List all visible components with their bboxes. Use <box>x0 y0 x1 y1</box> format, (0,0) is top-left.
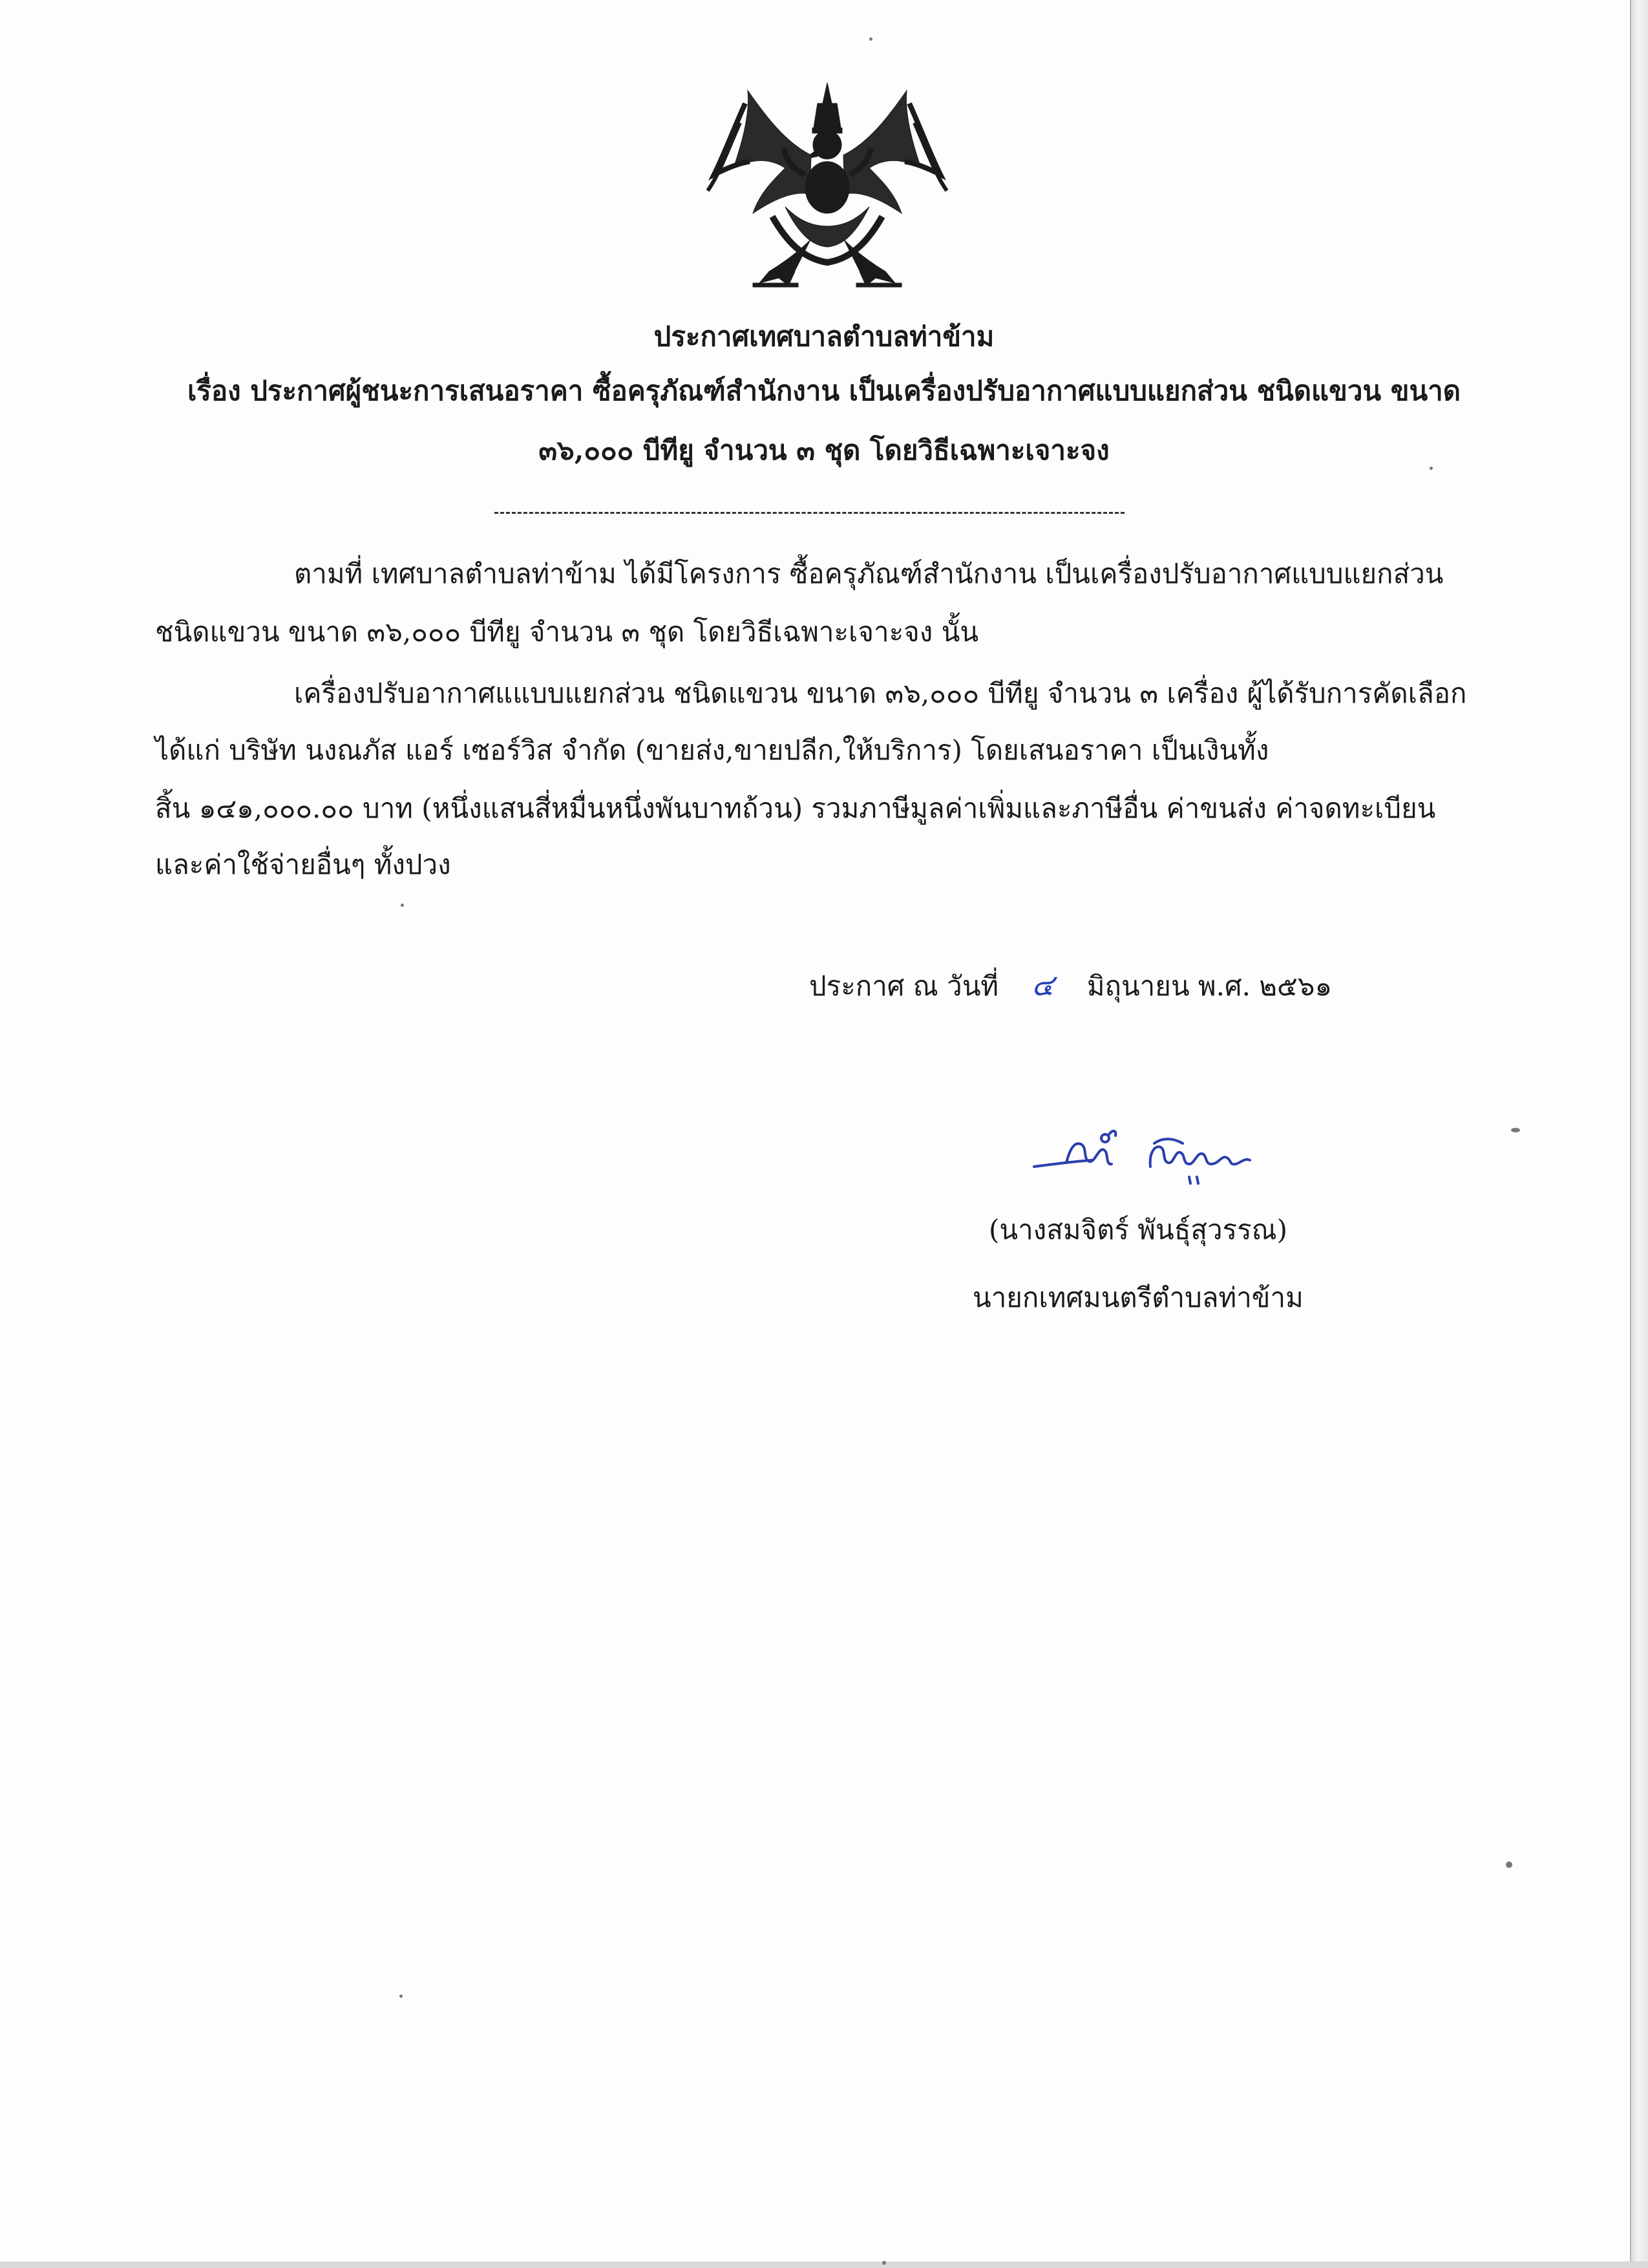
announcement-title: ประกาศเทศบาลตำบลท่าข้าม <box>653 321 995 352</box>
scan-speck <box>1506 1861 1512 1868</box>
signer-position: นายกเทศมนตรีตำบลท่าข้าม <box>973 1282 1304 1313</box>
garuda-emblem-icon <box>688 78 966 297</box>
handwritten-signature <box>1028 1121 1273 1192</box>
scan-speck <box>1511 1128 1520 1132</box>
paragraph-2-line-3: สิ้น ๑๔๑,๐๐๐.๐๐ บาท (หนึ่งแสนสี่หมื่นหนึ่งพันบาทถ้วน) รวมภาษีมูลค่าเพิ่มและภาษีอื่น ค่าขนส่ง ค่าจดทะเบียน <box>155 792 1436 824</box>
scan-speck <box>1430 467 1433 470</box>
paragraph-1-line-1: ตามที่ เทศบาลตำบลท่าข้าม ได้มีโครงการ ซื้อครุภัณฑ์สำนักงาน เป็นเครื่องปรับอากาศแบบแยกส่วน <box>294 558 1444 589</box>
paragraph-2-line-1: เครื่องปรับอากาศแแบบแยกส่วน ชนิดแขวน ขนาด ๓๖,๐๐๐ บีทียู จำนวน ๓ เครื่อง ผู้ได้รับการคัดเลือก <box>294 677 1467 709</box>
announcement-subject-line-1: เรื่อง ประกาศผู้ชนะการเสนอราคา ซื้อครุภัณฑ์สำนักงาน เป็นเครื่องปรับอากาศแบบแยกส่วน ชนิดแขวน ขนาด <box>187 375 1461 407</box>
scan-speck <box>399 1995 403 1998</box>
date-month-year: มิถุนายน พ.ศ. ๒๕๖๑ <box>1086 970 1333 1002</box>
paragraph-1-line-2: ชนิดแขวน ขนาด ๓๖,๐๐๐ บีทียู จำนวน ๓ ชุด โดยวิธีเฉพาะเจาะจง นั้น <box>155 616 979 648</box>
paragraph-2-line-2: ได้แก่ บริษัท นงณภัส แอร์ เซอร์วิส จำกัด (ขายส่ง,ขายปลีก,ให้บริการ) โดยเสนอราคา เป็นเงินทั้ง <box>155 734 1269 766</box>
scan-bottom-edge <box>0 2262 1648 2268</box>
scan-speck <box>869 37 872 41</box>
signer-name: (นางสมจิตร์ พันธุ์สุวรรณ) <box>989 1214 1288 1245</box>
date-day: ๔ <box>1031 968 1054 1002</box>
divider <box>494 512 1125 514</box>
announcement-date <box>809 962 1332 1009</box>
scan-speck <box>401 904 404 907</box>
date-prefix: ประกาศ ณ วันที่ <box>809 970 999 1002</box>
paragraph-2-line-4: และค่าใช้จ่ายอื่นๆ ทั้งปวง <box>155 849 451 880</box>
scan-speck <box>882 2261 886 2265</box>
announcement-subject-line-2: ๓๖,๐๐๐ บีทียู จำนวน ๓ ชุด โดยวิธีเฉพาะเจาะจง <box>538 434 1110 466</box>
